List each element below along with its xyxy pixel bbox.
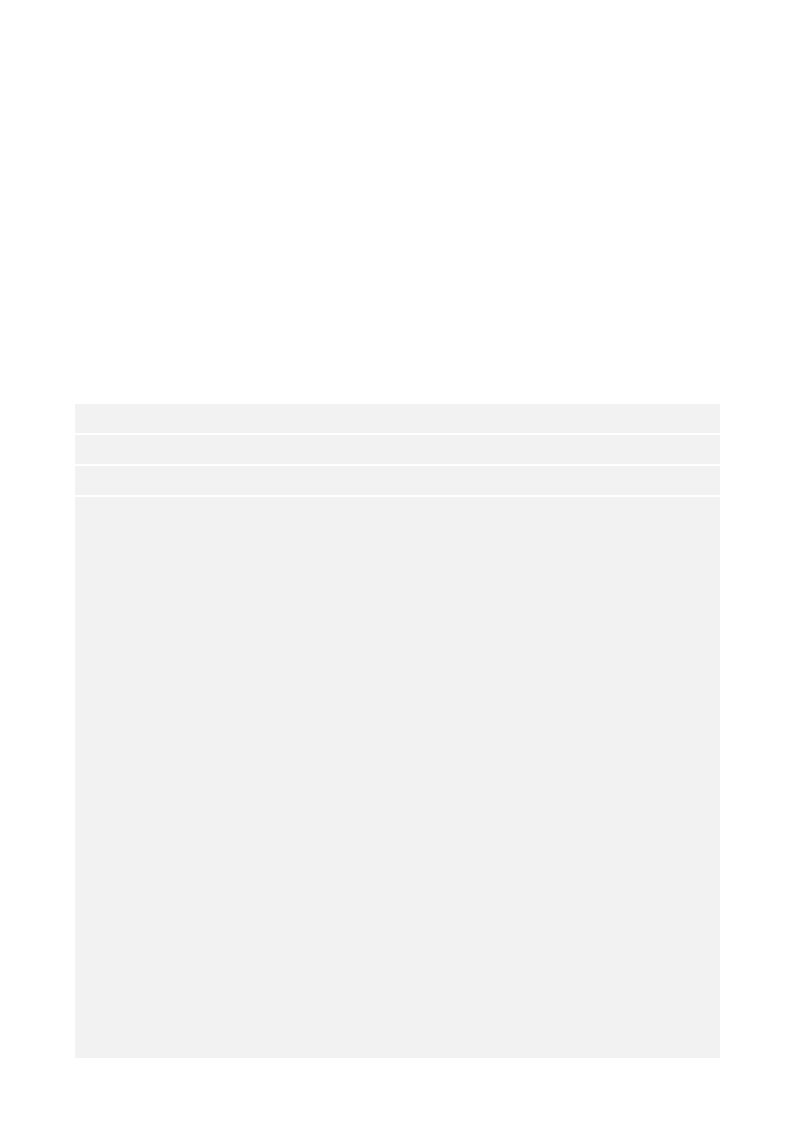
answer-explanation-section: [75, 404, 720, 1058]
